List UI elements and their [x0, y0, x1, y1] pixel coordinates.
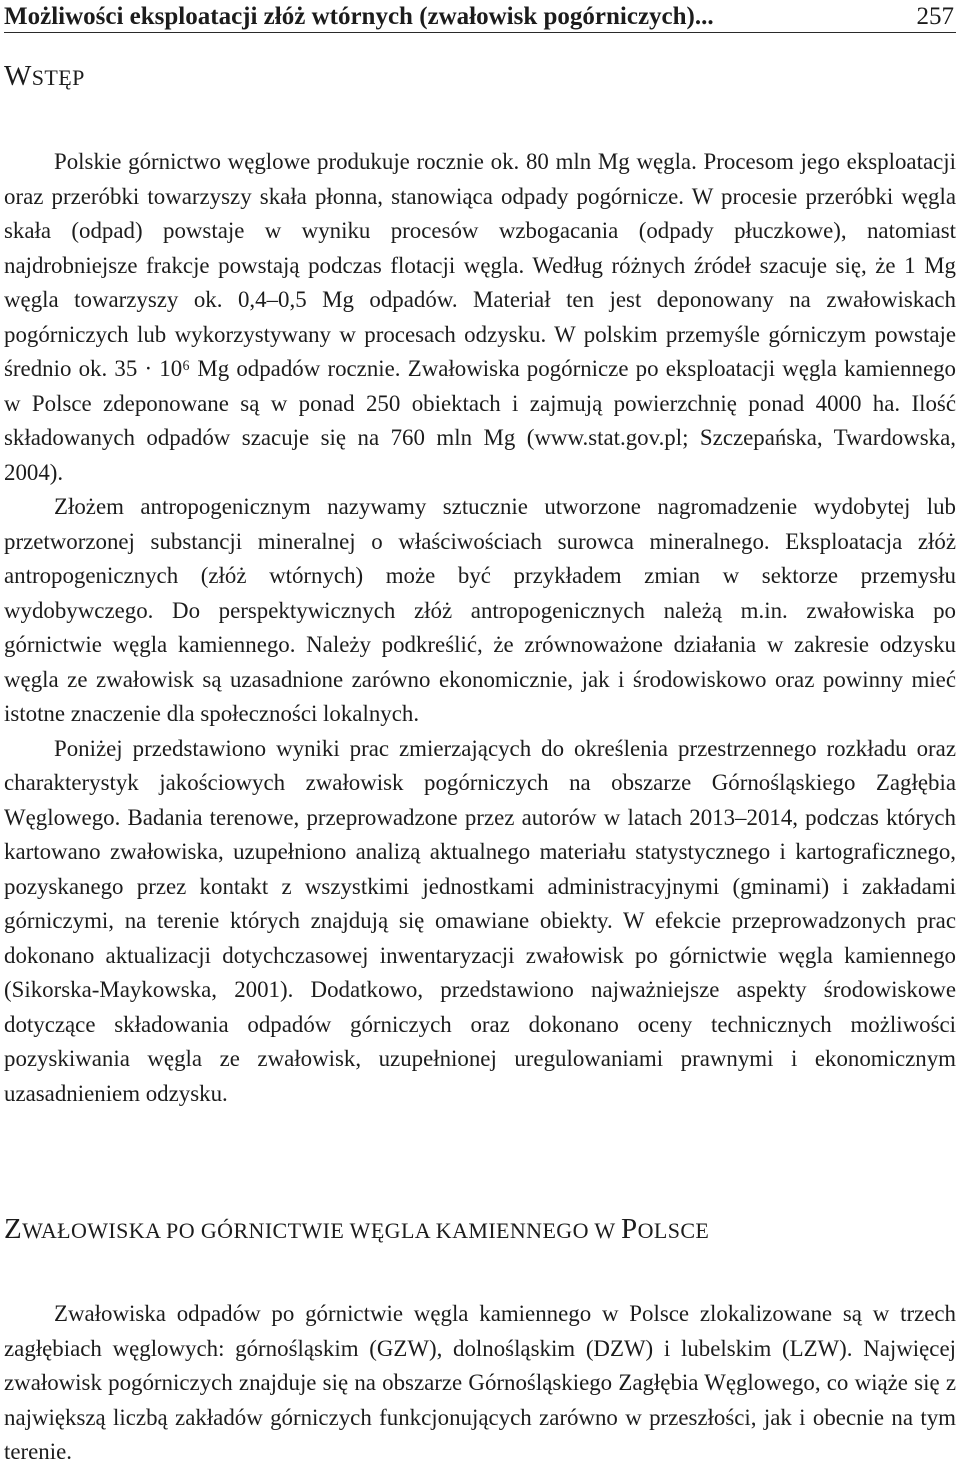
heading-small-caps: OLSCE	[637, 1218, 710, 1243]
paragraph-1	[4, 145, 956, 490]
section-body-heaps	[4, 1297, 956, 1470]
heading-capital: W	[4, 60, 32, 92]
paragraph-4	[4, 1297, 956, 1470]
section-heading-introduction	[4, 60, 85, 93]
paragraph-2	[4, 490, 956, 732]
section-heading-heaps	[4, 1213, 709, 1246]
heading-small-caps: STĘP	[31, 65, 85, 90]
paragraph-3	[4, 732, 956, 1112]
running-header	[4, 2, 956, 33]
heading-small-caps: WAŁOWISKA PO GÓRNICTWIE WĘGLA KAMIENNEGO W	[22, 1218, 622, 1243]
paragraph-1-text: Polskie górnictwo węglowe produkuje rocznie ok. 80 mln Mg węgla. Procesom jego eksploatacji oraz przeróbki towarzyszy skała płonna, stanowiąca odpady pogórnicze. W procesie przeróbki węgla skała (odpad) powstaje w wyniku procesów wzbogacania (odpady płuczkowe), natomiast najdrobniejsze frakcje powstają podczas flotacji węgla. Według różnych źródeł szacuje się, że 1 Mg węgla towarzyszy ok. 0,4–0,5 Mg odpadów. Materiał ten jest deponowany na zwałowiskach pogórniczych lub wykorzystywany w procesach odzysku. W polskim przemyśle górniczym powstaje średnio ok. 35 · 10⁶ Mg odpadów rocznie. Zwałowiska pogórnicze po eksploatacji węgla kamiennego w Polsce zdeponowane są w ponad 250 obiektach i zajmują powierzchnię ponad 4000 ha. Ilość składowanych odpadów szacuje się na 760 mln Mg (www.stat.gov.pl; Szczepańska, Twardowska, 2004).	[4, 149, 956, 485]
heading-capital: P	[621, 1213, 638, 1245]
paragraph-2-text: Złożem antropogenicznym nazywamy sztucznie utworzone nagromadzenie wydobytej lub przetworzonej substancji mineralnej o właściwościach surowca mineralnego. Eksploatacja złóż antropogenicznych (złóż wtórnych) może być przykładem zmian w sektorze przemysłu wydobywczego. Do perspektywicznych złóż antropogenicznych należą m.in. zwałowiska po górnictwie węgla kamiennego. Należy podkreślić, że zrównoważone działania w zakresie odzysku węgla ze zwałowisk są uzasadnione zarówno ekonomicznie, jak i środowiskowo oraz powinny mieć istotne znaczenie dla społeczności lokalnych.	[4, 494, 956, 726]
running-title: Możliwości eksploatacji złóż wtórnych (zwałowisk pogórniczych)...	[4, 3, 714, 30]
section-body-introduction	[4, 145, 956, 1111]
page-number: 257	[916, 3, 954, 30]
heading-capital: Z	[4, 1213, 23, 1245]
paragraph-3-text: Poniżej przedstawiono wyniki prac zmierzających do określenia przestrzennego rozkładu oraz charakterystyk jakościowych zwałowisk pogórniczych na obszarze Górnośląskiego Zagłębia Węglowego. Badania terenowe, przeprowadzone przez autorów w latach 2013–2014, podczas których kartowano zwałowiska, uzupełniono analizą aktualnego materiału statystycznego i kartograficznego, pozyskanego przez kontakt z wszystkimi jednostkami administracyjnymi (gminami) i zakładami górniczymi, na terenie których znajdują się omawiane obiekty. W efekcie przeprowadzonych prac dokonano aktualizacji dotychczasowej inwentaryzacji zwałowisk po górnictwie węgla kamiennego (Sikorska-Maykowska, 2001). Dodatkowo, przedstawiono najważniejsze aspekty środowiskowe dotyczące składowania odpadów górniczych oraz dokonano oceny technicznych możliwości pozyskiwania węgla ze zwałowisk, uzupełnionej uregulowaniami prawnymi i ekonomicznym uzasadnieniem odzysku.	[4, 735, 956, 1106]
paragraph-4-text: Zwałowiska odpadów po górnictwie węgla kamiennego w Polsce zlokalizowane są w trzech zagłębiach węglowych: górnośląskim (GZW), dolnośląskim (DZW) i lubelskim (LZW). Najwięcej zwałowisk pogórniczych znajduje się na obszarze Górnośląskiego Zagłębia Węglowego, co wiąże się z największą liczbą zakładów górniczych funkcjonujących zarówno w przeszłości, jak i obecnie na tym terenie.	[4, 1301, 956, 1464]
